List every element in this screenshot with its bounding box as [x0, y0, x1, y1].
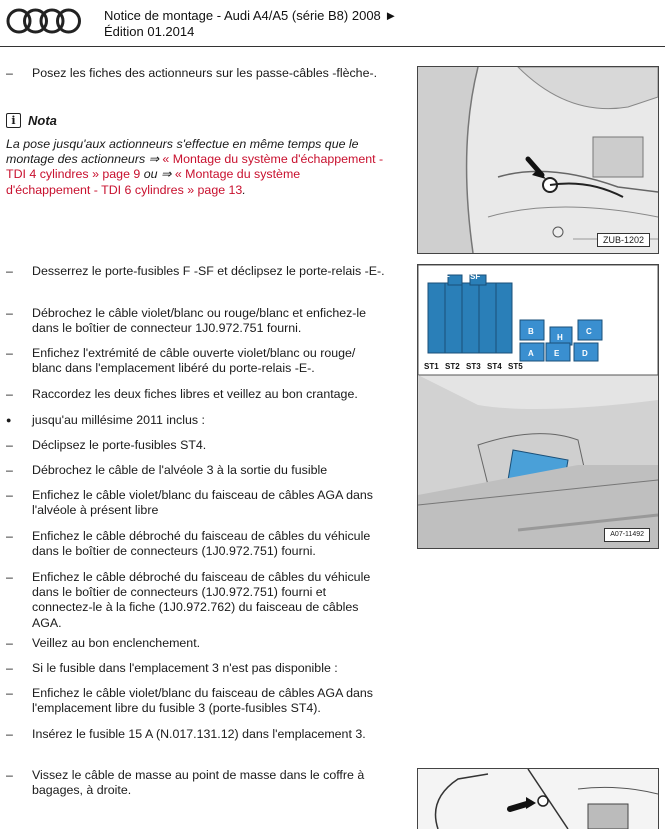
step-text: Posez les fiches des actionneurs sur les passe-câbles -flèche-.	[32, 66, 378, 80]
list-item	[6, 264, 386, 279]
fuse-box-illustration	[418, 265, 658, 548]
bullet: –	[6, 636, 13, 650]
label-D: D	[582, 349, 588, 358]
list-item	[6, 66, 386, 81]
header-divider	[0, 46, 665, 47]
label-SF: SF	[470, 272, 481, 281]
note-label: Nota	[28, 113, 57, 128]
bullet: –	[6, 438, 13, 452]
step-text: Enfichez le câble violet/blanc du faisceau de câbles AGA dans l'emplacement libre du fusible 3 (porte-fusibles ST4).	[32, 686, 373, 716]
bullet: –	[6, 529, 13, 543]
step-text: Si le fusible dans l'emplacement 3 n'est pas disponible :	[32, 661, 338, 675]
bullet: –	[6, 686, 13, 700]
list-item	[6, 387, 386, 402]
step-text: Desserrez le porte-fusibles F -SF et déclipsez le porte-relais -E-.	[32, 264, 385, 278]
bullet: –	[6, 727, 13, 741]
step-text: Enfichez l'extrémité de câble ouverte violet/blanc ou rouge/ blanc dans l'emplacement libéré du porte-relais -E-.	[32, 346, 356, 376]
label-E: E	[554, 349, 560, 358]
label-A: A	[528, 349, 534, 358]
step-text: Insérez le fusible 15 A (N.017.131.12) dans l'emplacement 3.	[32, 727, 366, 741]
label-ST1: ST1	[424, 362, 439, 371]
note-body	[6, 137, 386, 198]
bullet: –	[6, 387, 13, 401]
list-item	[6, 727, 386, 742]
list-item	[6, 306, 386, 336]
list-item	[6, 570, 386, 631]
audi-rings-logo	[6, 6, 82, 36]
bullet: –	[6, 346, 13, 360]
step-text: Débrochez le câble violet/blanc ou rouge/blanc et enfichez-le dans le boîtier de connecteur 1J0.972.751 fourni.	[32, 306, 367, 336]
step-text: Raccordez les deux fiches libres et veillez au bon crantage.	[32, 387, 358, 401]
step-text: Déclipsez le porte-fusibles ST4.	[32, 438, 207, 452]
step-text: Veillez au bon enclenchement.	[32, 636, 201, 650]
bullet: ●	[6, 415, 12, 425]
label-ST4: ST4	[487, 362, 502, 371]
bullet: –	[6, 463, 13, 477]
document-title: Notice de montage - Audi A4/A5 (série B8) 2008 ►	[104, 8, 398, 23]
step-text: jusqu'au millésime 2011 inclus :	[32, 413, 205, 427]
link-exhaust-tdi6[interactable]: « Montage du système d'échappement - TDI 6 cylindres » page 13	[6, 167, 301, 197]
document-edition: Édition 01.2014	[104, 24, 195, 39]
label-ST2: ST2	[445, 362, 460, 371]
list-item	[6, 413, 386, 428]
step-text: Débrochez le câble de l'alvéole 3 à la sortie du fusible	[32, 463, 328, 477]
step-text: Vissez le câble de masse au point de masse dans le coffre à bagages, à droite.	[32, 768, 365, 798]
link-exhaust-tdi4[interactable]: « Montage du système d'échappement - TDI 4 cylindres » page 9	[6, 152, 384, 182]
bullet: –	[6, 570, 13, 584]
label-ST5: ST5	[508, 362, 523, 371]
figure-code: A07-11492	[604, 528, 650, 542]
list-item	[6, 488, 386, 518]
list-item	[6, 463, 386, 478]
list-item	[6, 686, 386, 716]
ground-point-illustration	[418, 769, 658, 829]
figure-fuse-box	[417, 264, 659, 549]
note-text: La pose jusqu'aux actionneurs s'effectue en même temps que le montage des actionneurs ⇒	[6, 137, 359, 167]
bullet: –	[6, 264, 13, 278]
list-item	[6, 768, 386, 798]
bullet: –	[6, 488, 13, 502]
bullet: –	[6, 768, 13, 782]
step-text: Enfichez le câble débroché du faisceau de câbles du véhicule dans le boîtier de connecteurs (1J0.972.751) fourni.	[32, 529, 371, 559]
step-text: Enfichez le câble violet/blanc du faisceau de câbles AGA dans l'alvéole à présent libre	[32, 488, 373, 518]
figure-ground-point	[417, 768, 659, 829]
label-B: B	[528, 327, 534, 336]
page-header	[0, 0, 665, 48]
bullet: –	[6, 306, 13, 320]
info-icon: i	[6, 113, 21, 128]
figure-actuator-grommet	[417, 66, 659, 254]
list-item	[6, 346, 386, 376]
list-item	[6, 636, 386, 651]
bullet: –	[6, 661, 13, 675]
label-C: C	[586, 327, 592, 336]
label-H: H	[557, 333, 563, 342]
note-text-middle: ou ⇒	[140, 167, 175, 182]
figure-code: ZUB-1202	[597, 233, 650, 247]
step-text: Enfichez le câble débroché du faisceau de câbles du véhicule dans le boîtier de connecteurs (1J0.972.751) fourni et connectez-le à la fiche (1J0.972.762) du faisceau de câbles AGA.	[32, 570, 371, 630]
label-ST3: ST3	[466, 362, 481, 371]
trunk-illustration	[418, 67, 658, 253]
list-item	[6, 438, 386, 453]
list-item	[6, 661, 386, 676]
note-text-end: .	[242, 182, 246, 197]
bullet: –	[6, 66, 13, 80]
label-F: F	[445, 272, 450, 281]
list-item	[6, 529, 386, 559]
